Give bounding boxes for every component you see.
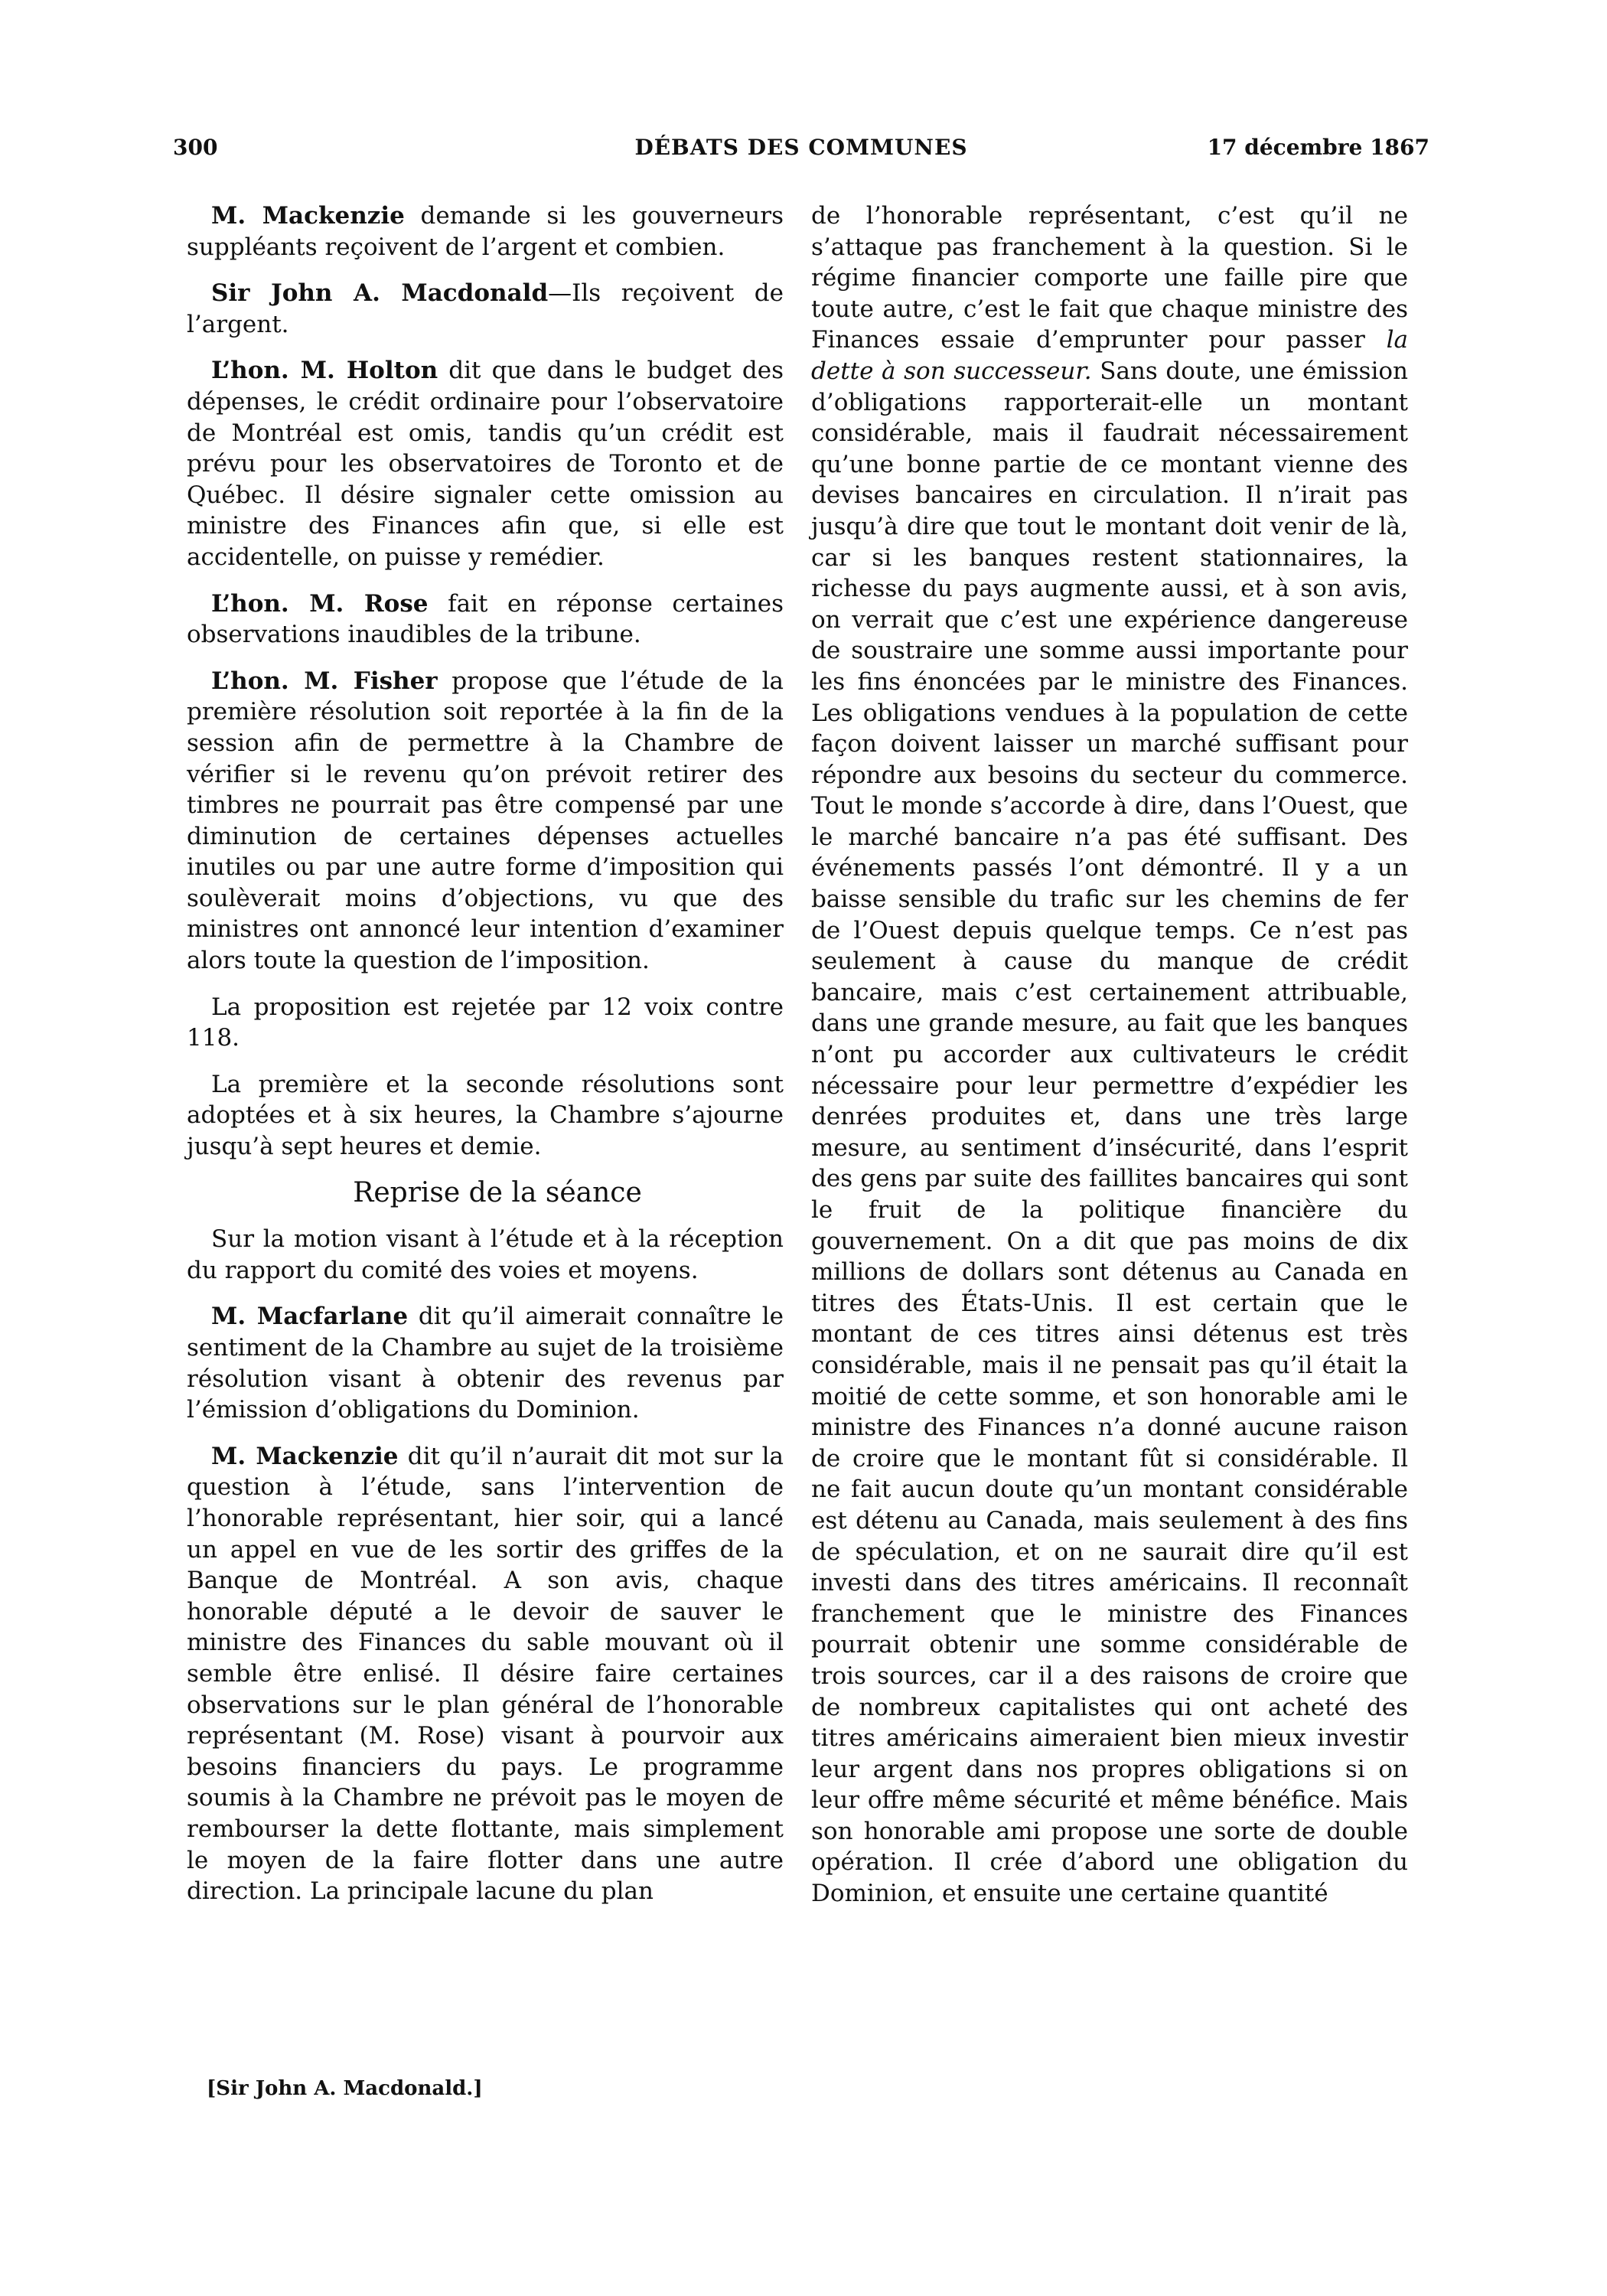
speaker-name: L’hon. M. Holton: [211, 357, 438, 385]
right-column: [811, 201, 1408, 1910]
paragraph-text: dit qu’il n’aurait dit mot sur la question à l’étude, sans l’intervention de l’honorable représentant, hier soir, qui a lancé un appel en vue de les sortir des griffes de la Banque de Montréal. A son avis, chaque honorable député a le devoir de sauver le ministre des Finances du sable mouvant où il semble être enlisé. Il désire faire certaines observations sur le plan général de l’honorable représentant (M. Rose) visant à pourvoir aux besoins financiers du pays. Le programme soumis à la Chambre ne prévoit pas le moyen de rembourser la dette flottante, mais simplement le moyen de la faire flotter dans une autre direction. La principale lacune du plan: [187, 1442, 784, 1906]
paragraph: [187, 355, 784, 572]
paragraph: [187, 589, 784, 651]
footer-speaker-note: [Sir John A. Macdonald.]: [207, 2077, 483, 2100]
speaker-name: L’hon. M. Rose: [211, 589, 429, 618]
paragraph: [811, 201, 1408, 1910]
paragraph: [187, 1441, 784, 1907]
paragraph: [187, 1301, 784, 1425]
speaker-name: Sir John A. Macdonald: [211, 279, 549, 308]
section-heading: Reprise de la séance: [353, 1176, 642, 1208]
publication-date: 17 décembre 1867: [1207, 135, 1429, 160]
speaker-name: M. Macfarlane: [211, 1303, 409, 1331]
page-header: [173, 135, 1429, 171]
speaker-name: L’hon. M. Fisher: [211, 667, 438, 695]
paragraph-text: demande si les gouverneurs suppléants reçoivent de l’argent et combien.: [187, 202, 784, 261]
paragraph-text: fait en réponse certaines observations inaudibles de la tribune.: [187, 589, 784, 649]
paragraph-text: Sans doute, une émission d’obligations rapporterait-elle un montant considérable, mais il faudrait nécessairement qu’une bonne partie de ce montant vienne des devises bancaires en circulation. Il n’irait pas jusqu’à dire que tout le montant doit venir de là, car si les banques restent stationnaires, la richesse du pays augmente aussi, et à son avis, on verrait que c’est une expérience dangereuse de soustraire une somme aussi importante pour les fins énoncées par le ministre des Finances. Les obligations vendues à la population de cette façon doivent laisser un marché suffisant pour répondre aux besoins du secteur du commerce. Tout le monde s’accorde à dire, dans l’Ouest, que le marché bancaire n’a pas été suffisant. Des événements passés l’ont démontré. Il y a un baisse sensible du trafic sur les chemins de fer de l’Ouest depuis quelque temps. Ce n’est pas seulement à cause du manque de crédit bancaire, mais c’est certainement attribuable, dans une grande mesure, au fait que les banques n’ont pu accorder aux cultivateurs le crédit nécessaire pour leur permettre d’expédier les denrées produites et, dans une très large mesure, au sentiment d’insécurité, dans l’esprit des gens par suite des faillites bancaires qui sont le fruit de la politique financière du gouvernement. On a dit que pas moins de dix millions de dollars sont détenus au Canada en titres des États-Unis. Il est certain que le montant de ces titres ainsi détenus est très considérable, mais il ne pensait pas qu’il était la moitié de cette somme, et son honorable ami le ministre des Finances n’a donné aucune raison de croire que le montant fût si considérable. Il ne fait aucun doute qu’un montant considérable est détenu au Canada, mais seulement à des fins de spéculation, et on ne saurait dire qu’il est investi dans des titres américains. Il reconnaît franchement que le ministre des Finances pourrait obtenir une somme considérable de trois sources, car il a des raisons de croire que de nombreux capitalistes qui ont acheté des titres américains aimeraient bien mieux investir leur argent dans nos propres obligations si on leur offre même sécurité et même bénéfice. Mais son honorable ami propose une sorte de double opération. Il crée d’abord une obligation du Dominion, et ensuite une certaine quantité: [811, 357, 1409, 1908]
paragraph-text: propose que l’étude de la première résolution soit reportée à la fin de la session afin de permettre à la Chambre de vérifier si le revenu qu’on prévoit retirer des timbres ne pourrait pas être compensé par une diminution de certaines dépenses actuelles inutiles ou par une autre forme d’imposition qui soulèverait moins d’objections, vu que des ministres ont annoncé leur intention d’examiner alors toute la question de l’imposition.: [187, 667, 784, 975]
paragraph-text: de l’honorable représentant, c’est qu’il ne s’attaque pas franchement à la question. Si le régime financier comporte une faille pire que toute autre, c’est le fait que chaque ministre des Finances essaie d’emprunter pour passer: [811, 202, 1408, 354]
italic-phrase: la dette à son successeur.: [811, 326, 1408, 385]
paragraph: La proposition est rejetée par 12 voix contre 118.: [187, 993, 784, 1052]
paragraph: [187, 201, 784, 263]
page-number: 300: [173, 135, 218, 160]
publication-title: DÉBATS DES COMMUNES: [634, 135, 968, 160]
paragraph-text: dit que dans le budget des dépenses, le crédit ordinaire pour l’observatoire de Montréal est omis, tandis qu’un crédit est prévu pour les observatoires de Toronto et de Québec. Il désire signaler cette omission au ministre des Finances afin que, si elle est accidentelle, on puisse y remédier.: [187, 357, 784, 571]
paragraph: [187, 666, 784, 977]
paragraph: La première et la seconde résolutions sont adoptées et à six heures, la Chambre s’ajourne jusqu’à sept heures et demie.: [187, 1070, 784, 1161]
speaker-name: M. Mackenzie: [211, 202, 405, 230]
paragraph-text: dit qu’il aimerait connaître le sentiment de la Chambre au sujet de la troisième résolution visant à obtenir des revenus par l’émission d’obligations du Dominion.: [187, 1303, 784, 1424]
left-column: [187, 201, 784, 1923]
paragraph: [187, 278, 784, 340]
paragraph-text: —Ils reçoivent de l’argent.: [187, 279, 784, 338]
paragraph: Sur la motion visant à l’étude et à la réception du rapport du comité des voies et moyens.: [187, 1225, 784, 1284]
speaker-name: M. Mackenzie: [211, 1442, 399, 1470]
